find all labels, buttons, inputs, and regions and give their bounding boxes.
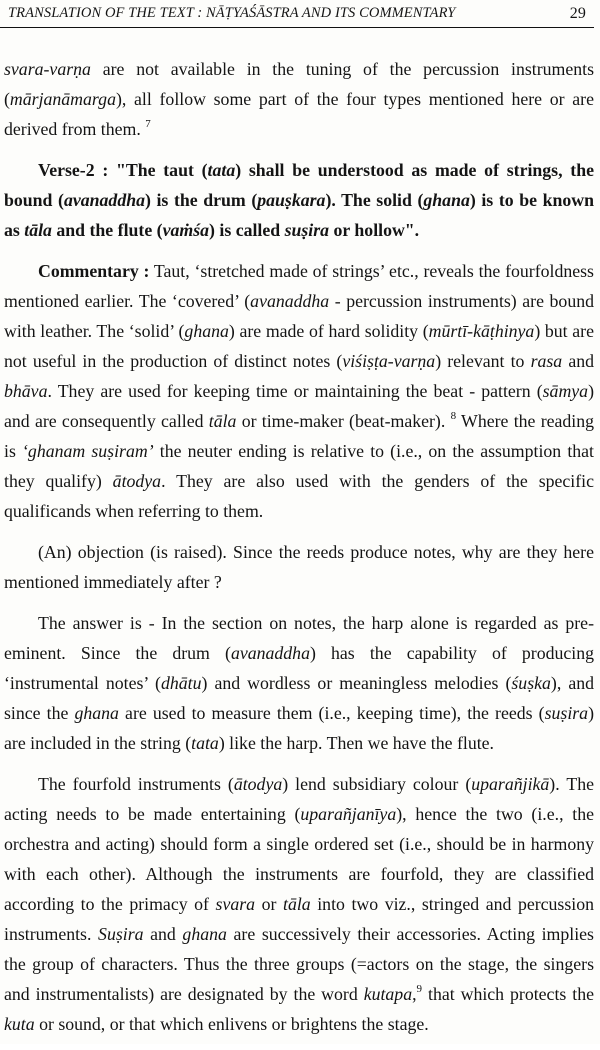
text-run: ) and are consequently called (4, 381, 594, 431)
text-run: ). The solid ( (325, 190, 424, 210)
page-number: 29 (569, 5, 586, 22)
term: rasa (530, 351, 563, 371)
term: suṣira (284, 220, 330, 240)
term: viśiṣṭa-varṇa (342, 351, 436, 371)
text-run: are not available in the tuning of the percussion instruments ( (4, 59, 594, 109)
text-run: . They are used for keeping time or maintaining the beat - pattern ( (47, 381, 543, 401)
text-run: ) is called (209, 220, 285, 240)
term: Suṣira (98, 924, 144, 944)
text-run: or (255, 894, 283, 914)
text-run: and (562, 351, 594, 371)
paragraph-continuation (4, 54, 594, 144)
page-body (4, 54, 594, 1050)
term: ghana (74, 703, 119, 723)
term: suṣira (544, 703, 589, 723)
text-run: ) are included in the string ( (4, 703, 594, 753)
text-run: ) shall be understood as made of strings, the bound ( (4, 160, 594, 210)
text-run: ), and since the (4, 673, 594, 723)
term: śuṣka (511, 673, 551, 693)
text-run: ) and wordless or meaningless melodies ( (201, 673, 512, 693)
running-title: TRANSLATION OF THE TEXT : NĀṬYAŚĀSTRA AND ITS COMMENTARY (8, 5, 456, 21)
commentary-paragraph (4, 256, 594, 526)
answer-paragraph (4, 608, 594, 758)
term: svara (215, 894, 256, 914)
term: vaṁśa (162, 220, 210, 240)
term: sāmya (542, 381, 589, 401)
text-run: , (412, 984, 417, 1004)
text-run: are used to measure them (i.e., keeping time), the reeds ( (118, 703, 545, 723)
text-run: or time-maker (beat-maker). (236, 411, 451, 431)
text-run: ) is the drum ( (144, 190, 258, 210)
term: mūrtī-kāṭhinya (428, 321, 535, 341)
text-run: Taut, ‘stretched made of strings’ etc., reveals the fourfoldness mentioned earlier. The ‘covered’ ( (4, 261, 594, 311)
text-run: ) relevant to (435, 351, 531, 371)
text-run: Where the reading is (4, 411, 595, 461)
term: kuta (4, 1014, 35, 1034)
term: mārjanāmarga (9, 89, 116, 109)
text-run: ). The acting needs to be made entertaining ( (4, 774, 594, 824)
term: ghana (184, 321, 229, 341)
text-run: are successively their accessories. Acting implies the group of characters. Thus the three groups (=actors on the stage, the singers and instrumentalists) are designated by the word (4, 924, 594, 1004)
term: uparañjikā (471, 774, 550, 794)
term: dhātu (160, 673, 202, 693)
term: kutapa (363, 984, 413, 1004)
term: uparañjanīya (300, 804, 397, 824)
text-run: ) are made of hard solidity ( (228, 321, 429, 341)
text-run: ) like the harp. Then we have the flute. (218, 733, 494, 753)
text-run: ) has the capability of producing ‘instrumental notes’ ( (4, 643, 594, 693)
text-run: - percussion instruments) are bound with leather. The ‘solid’ ( (4, 291, 594, 341)
text-run: into two viz., stringed and percussion instruments. (4, 894, 594, 944)
term: avanaddha (250, 291, 330, 311)
text-run: and the flute ( (51, 220, 163, 240)
term: ghana (182, 924, 227, 944)
text-run: or hollow". (329, 220, 420, 240)
text-run: The fourfold instruments ( (38, 774, 234, 794)
footnote-ref: 9 (416, 983, 423, 995)
text-run: that which protects the (422, 984, 594, 1004)
text-run: or sound, or that which enlivens or brightens the stage. (34, 1014, 429, 1034)
footnote-ref: 8 (450, 410, 457, 422)
text-run: ), all follow some part of the four types mentioned here or are derived from them. (4, 89, 594, 139)
text-run: ) lend subsidiary colour ( (282, 774, 472, 794)
footnote-ref: 7 (145, 118, 151, 130)
text-run: ) is to be known as (4, 190, 594, 240)
term: svara-varṇa (4, 59, 91, 79)
term: bhāva (4, 381, 48, 401)
term: ‘ghanam suṣiram’ (22, 441, 154, 461)
fourfold-paragraph (4, 769, 594, 1039)
term: tāla (208, 411, 237, 431)
term: tata (191, 733, 219, 753)
verse-2 (4, 155, 594, 245)
text-run: (An) objection (is raised). Since the reeds produce notes, why are they here mentioned immediately after ? (4, 542, 594, 592)
commentary-label: Commentary : (38, 261, 150, 281)
term: avanaddha (230, 643, 310, 663)
term: tata (207, 160, 236, 180)
text-run: ) but are not useful in the production of distinct notes ( (4, 321, 594, 371)
term: avanaddha (63, 190, 145, 210)
term: ātodya (112, 471, 162, 491)
text-run: the neuter ending is relative to (i.e., on the assumption that they qualify) (4, 441, 594, 491)
term: pauṣkara (257, 190, 326, 210)
text-run: ), hence the two (i.e., the orchestra and acting) should form a single ordered set (i.e., should be in harmony with each other). Although the instruments are fourfold, they are classified according to the primacy of (4, 804, 594, 914)
header-rule (0, 27, 594, 28)
text-run: The answer is - In the section on notes, the harp alone is regarded as pre-eminent. Since the drum ( (4, 613, 594, 663)
term: ātodya (233, 774, 283, 794)
text-run: Verse-2 : "The taut ( (38, 160, 208, 180)
term: ghana (423, 190, 470, 210)
term: tāla (24, 220, 52, 240)
text-run: . They are also used with the genders of the specific qualificands when referring to them. (4, 471, 594, 521)
objection-paragraph (4, 537, 594, 597)
running-header (8, 2, 590, 26)
term: tāla (283, 894, 311, 914)
text-run: and (143, 924, 183, 944)
